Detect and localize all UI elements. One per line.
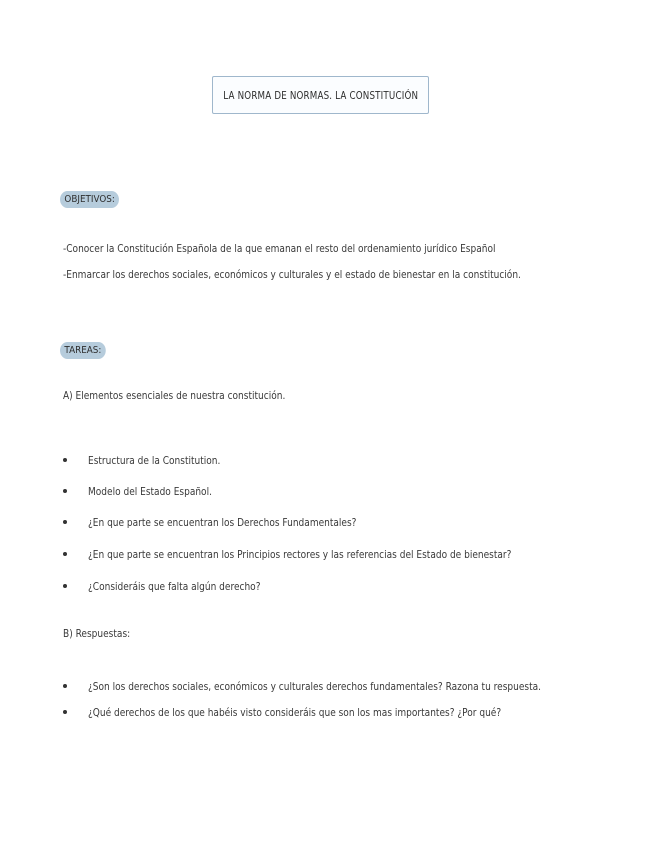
bullet-icon bbox=[63, 520, 67, 524]
title-box bbox=[212, 76, 429, 114]
bullet-icon bbox=[63, 552, 67, 556]
objetivos-label: OBJETIVOS: bbox=[60, 191, 119, 208]
list-item-text: ¿En que parte se encuentran los Principios rectores y las referencias del Estado de bienestar? bbox=[88, 547, 512, 561]
list-item bbox=[63, 578, 298, 594]
bullet-icon bbox=[63, 684, 67, 688]
objetivo-line-2: -Enmarcar los derechos sociales, económicos y culturales y el estado de bienestar en la constitución. bbox=[63, 268, 521, 281]
list-item bbox=[63, 546, 604, 562]
list-item bbox=[63, 678, 641, 694]
list-item-text: Estructura de la Constitution. bbox=[88, 453, 221, 467]
list-item bbox=[63, 704, 592, 720]
tareas-label: TAREAS: bbox=[60, 342, 106, 359]
objetivo-line-1: -Conocer la Constitución Española de la que emanan el resto del ordenamiento jurídico Español bbox=[63, 242, 496, 255]
list-item-text: ¿Son los derechos sociales, económicos y culturales derechos fundamentales? Razona tu respuesta. bbox=[88, 679, 542, 693]
list-item bbox=[63, 514, 415, 530]
list-item-text: ¿Qué derechos de los que habéis visto consideráis que son los mas importantes? ¿Por qué? bbox=[88, 705, 502, 719]
bullet-icon bbox=[63, 489, 67, 493]
section-a-heading: A) Elementos esenciales de nuestra constitución. bbox=[63, 389, 286, 402]
list-item-text: ¿Consideráis que falta algún derecho? bbox=[88, 579, 261, 593]
bullet-icon bbox=[63, 458, 67, 462]
bullet-icon bbox=[63, 584, 67, 588]
list-item bbox=[63, 452, 249, 468]
section-b-heading: B) Respuestas: bbox=[63, 627, 131, 640]
page-title: LA NORMA DE NORMAS. LA CONSTITUCIÓN bbox=[223, 88, 418, 102]
list-item-text: ¿En que parte se encuentran los Derechos Fundamentales? bbox=[88, 515, 357, 529]
list-item bbox=[63, 483, 239, 499]
list-item-text: Modelo del Estado Español. bbox=[88, 484, 212, 498]
bullet-icon bbox=[63, 710, 67, 714]
